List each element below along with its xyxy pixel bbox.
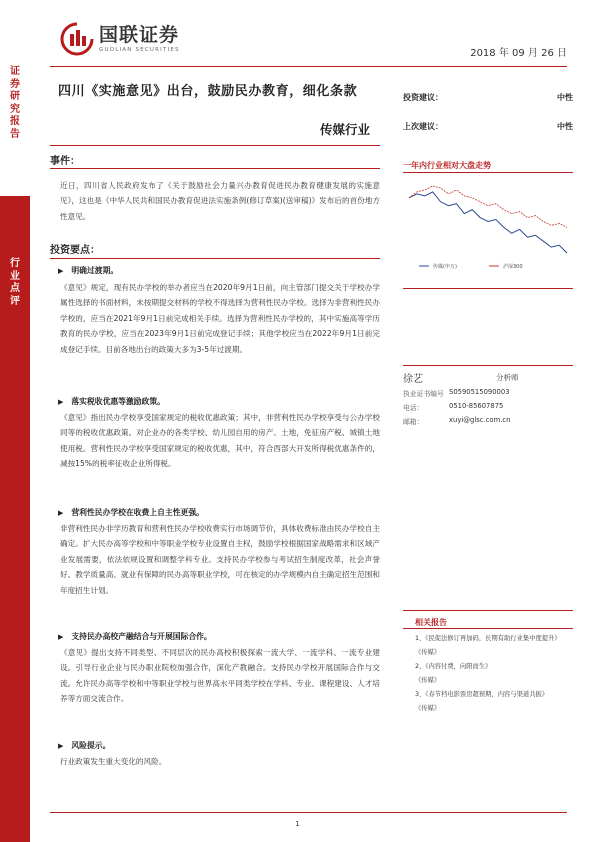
point-text: 行业政策发生重大变化的风险。 xyxy=(60,757,167,766)
triangle-bullet-icon: ▶ xyxy=(58,742,64,750)
divider xyxy=(403,288,573,289)
divider xyxy=(50,168,380,169)
chart-svg xyxy=(403,180,573,275)
analyst-cert: 执业证书编号 S0590515090003 xyxy=(403,388,510,398)
page-number: 1 xyxy=(295,820,300,828)
rating-invest-value: 中性 xyxy=(557,93,573,102)
legend-label-0: 传媒(申万) xyxy=(433,264,457,270)
point-text: 非营利性民办非学历教育和营利性民办学校收费实行市场调节价，具体收费标准由民办学校自主确定。扩大民办高等学校和中等职业学校专业设置自主权，鼓励学校根据国家战略需求和区域产业发展需要，依法依规设置和调整学科专业。支持民办学校参与考试招生制度改革，社会声誉好、教学质量高、就业有保障的民办高等职业学校，可在核定的办学规模内自主确定招生范围和年度招生计划。 xyxy=(60,524,380,595)
point-title: ▶ 风险提示。 xyxy=(58,741,111,750)
related-title: 相关报告 xyxy=(415,618,447,627)
sidebar-top-label: 证券研究报告 xyxy=(10,66,20,140)
rating-prev-value: 中性 xyxy=(557,122,573,131)
divider xyxy=(403,610,573,611)
related-item[interactable]: 3、《春节档电影票房超预期，内容与渠道共振》 xyxy=(415,691,549,698)
triangle-bullet-icon: ▶ xyxy=(58,633,64,641)
point-text: 《意见》规定，现有民办学校的举办者应当在2020年9月1日前，向主管部门提交关于学校办学属性选择的书面材料，未按期提交材料的学校不得选择为营利性民办学校。选择为非营利性民办学校的，应当在2021年9月1日前完成相关手续。选择为营利性民办学校的，其中实施高等学历教育的民办学校，应当在2023年9月1日前完成登记手续；其他学校应当在2022年9月1日前完成登记手续。目前各地出台的政策大多为3-5年过渡期。 xyxy=(60,283,380,354)
point-title: ▶ 明确过渡期。 xyxy=(58,266,119,275)
sidebar-band-label: 行业点评 xyxy=(10,258,20,307)
event-heading: 事件： xyxy=(50,156,80,167)
related-item[interactable]: 2、《内容付费，向阳而生》 xyxy=(415,663,492,670)
header-rule xyxy=(50,66,567,67)
divider xyxy=(403,172,573,173)
logo-mark-icon xyxy=(60,22,94,56)
chart xyxy=(403,180,573,275)
point-title: ▶ 营利性民办学校在收费上自主性更强。 xyxy=(58,508,204,517)
triangle-bullet-icon: ▶ xyxy=(58,267,64,275)
logo-en: GUOLIAN SECURITIES xyxy=(99,47,180,53)
rating-invest-label: 投资建议： xyxy=(403,93,443,102)
rating-invest xyxy=(403,92,573,103)
report-title: 四川《实施意见》出台，鼓励民办教育，细化条款 xyxy=(58,84,358,99)
rating-prev-label: 上次建议： xyxy=(403,122,443,131)
legend-label-1: 沪深300 xyxy=(503,264,523,270)
divider xyxy=(403,365,573,366)
related-item[interactable]: 1、《民促法修订再加码，长期有助行业集中度提升》 xyxy=(415,635,561,642)
analyst-email[interactable]: 邮箱： xuyi@glsc.com.cn xyxy=(403,416,511,426)
analyst-name: 徐艺 xyxy=(403,374,423,385)
related-item: 《传媒》 xyxy=(415,677,441,684)
rating-prev xyxy=(403,121,573,132)
points-heading: 投资要点： xyxy=(50,245,100,256)
related-item: 《传媒》 xyxy=(415,649,441,656)
industry-name: 传媒行业 xyxy=(320,122,371,137)
chart-title: 一年内行业相对大盘走势 xyxy=(403,161,491,170)
analyst-role: 分析师 xyxy=(496,373,519,382)
related-item: 《传媒》 xyxy=(415,705,441,712)
analyst-phone: 电话： 0510-85607875 xyxy=(403,402,504,412)
triangle-bullet-icon: ▶ xyxy=(58,398,64,406)
report-date: 2018 年 09 月 26 日 xyxy=(470,48,567,59)
triangle-bullet-icon: ▶ xyxy=(58,509,64,517)
footer-rule xyxy=(50,812,567,813)
point-title: ▶ 落实税收优惠等激励政策。 xyxy=(58,397,165,406)
point-title: ▶ 支持民办高校产融结合与开展国际合作。 xyxy=(58,632,212,641)
point-text: 《意见》提出支持不同类型、不同层次的民办高校积极探索一流大学、一流学科、一流专业建设。引导行业企业与民办职业院校加强合作，深化产教融合。支持民办学校开展国际合作与交流。允许民办高等学校和中等职业学校与世界高水平同类学校在学科、专业、课程建设、人才培养等方面交流合作。 xyxy=(60,648,380,704)
series-line-0 xyxy=(409,192,567,253)
logo-cn: 国联证券 xyxy=(99,24,180,46)
divider xyxy=(50,258,380,259)
event-paragraph: 近日，四川省人民政府发布了《关于鼓励社会力量兴办教育促进民办教育健康发展的实施意见》，这也是《中华人民共和国民办教育促进法实施条例(修订草案)(送审稿)》发布后的首份地方性意见。 xyxy=(60,181,380,221)
point-text: 《意见》指出民办学校享受国家规定的税收优惠政策；其中，非营利性民办学校享受与公办学校同等的税收优惠政策。对企业办的各类学校、幼儿园自用的房产、土地，免征房产税、城镇土地使用税。营利性民办学校享受国家规定的税收优惠，其中，符合西部大开发所得税优惠条件的，减按15%的税率征收企业所得税。 xyxy=(60,413,380,469)
logo xyxy=(60,22,180,56)
divider xyxy=(50,145,380,146)
divider xyxy=(403,628,573,629)
